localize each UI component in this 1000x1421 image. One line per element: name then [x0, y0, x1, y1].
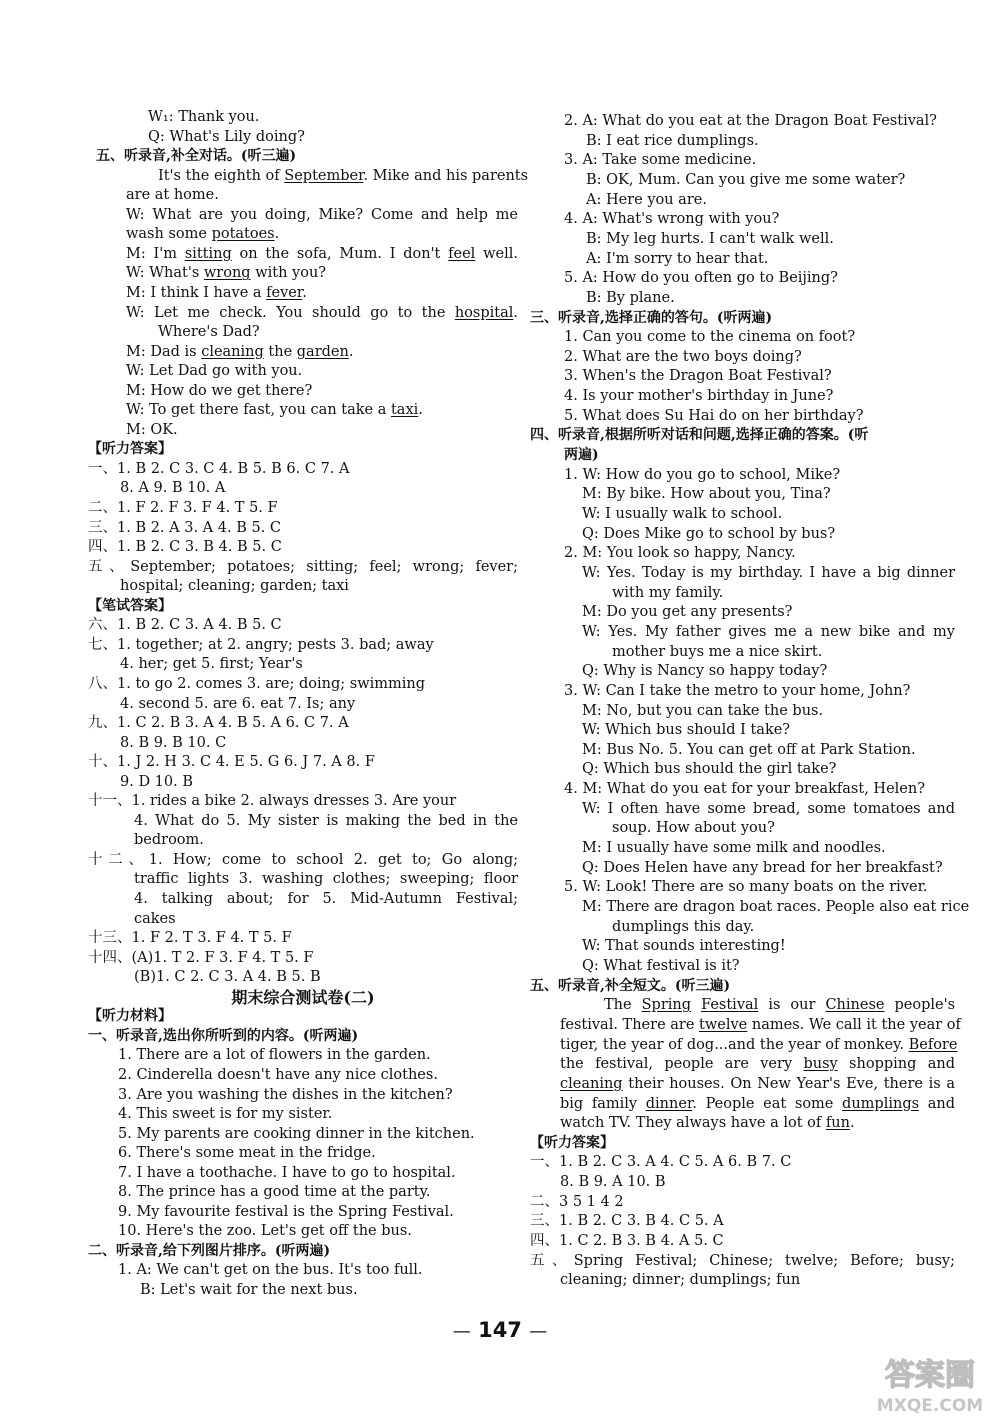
watermark-logo: [866, 1349, 994, 1419]
right-line: 一、1. B 2. C 3. A 4. C 5. A 6. B 7. C: [530, 1154, 792, 1171]
right-line: 2. M: You look so happy, Nancy.: [564, 545, 796, 562]
left-line: 6. There's some meat in the fridge.: [118, 1145, 376, 1162]
right-line: watch TV. They always have a lot of fun.: [560, 1115, 855, 1132]
right-line: 四、听录音,根据所听对话和问题,选择正确的答案。(听: [530, 427, 869, 444]
left-line: 十三、1. F 2. T 3. F 4. T 5. F: [88, 930, 292, 947]
answer-blank: September: [284, 167, 364, 184]
right-line: Q: Does Mike go to school by bus?: [582, 525, 836, 542]
answer-blank: garden: [296, 343, 349, 360]
left-line: traffic lights 3. washing clothes; sweeping; floor: [134, 871, 518, 888]
right-line: W: Yes. My father gives me a new bike and my: [582, 623, 955, 640]
left-line: 八、1. to go 2. comes 3. are; doing; swimming: [88, 675, 426, 692]
right-line: 三、1. B 2. C 3. B 4. C 5. A: [530, 1213, 724, 1230]
right-line: Q: Which bus should the girl take?: [582, 761, 837, 778]
right-line: cleaning their houses. On New Year's Eve, there is a: [560, 1075, 955, 1092]
left-line: 【听力答案】: [88, 441, 172, 458]
answer-blank: cleaning: [560, 1075, 623, 1092]
right-line: W: Yes. Today is my birthday. I have a big dinner: [582, 564, 955, 581]
right-line: 【听力答案】: [530, 1134, 614, 1151]
left-line: 1. There are a lot of flowers in the garden.: [118, 1047, 431, 1064]
left-line: M: I'm sitting on the sofa, Mum. I don't feel well.: [126, 245, 518, 262]
right-line: 3. A: Take some medicine.: [564, 152, 757, 169]
left-line: 二、1. F 2. F 3. F 4. T 5. F: [88, 500, 278, 516]
right-line: M: There are dragon boat races. People also eat rice: [582, 899, 970, 915]
left-line: 十四、(A)1. T 2. F 3. F 4. T 5. F: [88, 949, 314, 966]
left-line: 十一、1. rides a bike 2. always dresses 3. Are your: [88, 793, 457, 810]
right-line: soup. How about you?: [612, 820, 775, 837]
answer-blank: sitting: [184, 245, 232, 262]
left-line: 8. The prince has a good time at the party.: [118, 1184, 431, 1201]
left-line: Q: What's Lily doing?: [148, 128, 305, 145]
left-line: 九、1. C 2. B 3. A 4. B 5. A 6. C 7. A: [88, 715, 349, 732]
left-line: 8. B 9. B 10. C: [120, 734, 227, 751]
right-line: 4. Is your mother's birthday in June?: [564, 388, 834, 405]
right-line: 5. What does Su Hai do on her birthday?: [564, 407, 864, 424]
left-line: M: I think I have a fever.: [126, 284, 307, 301]
right-line: 四、1. C 2. B 3. B 4. A 5. C: [530, 1233, 724, 1250]
left-line: W: What's wrong with you?: [126, 265, 327, 282]
left-line: 六、1. B 2. C 3. A 4. B 5. C: [88, 617, 282, 634]
answer-blank: busy: [803, 1056, 838, 1073]
left-line: W₁: Thank you.: [148, 109, 260, 125]
watermark-title: 答案圈: [885, 1358, 975, 1393]
left-line: 十、1. J 2. H 3. C 4. E 5. G 6. J 7. A 8. F: [88, 754, 375, 771]
left-line: 一、听录音,选出你所听到的内容。(听两遍): [88, 1027, 359, 1044]
right-line: Q: Why is Nancy so happy today?: [582, 663, 828, 680]
right-line: 五、Spring Festival; Chinese; twelve; Before; busy;: [530, 1252, 955, 1269]
answer-blank: fun: [825, 1115, 850, 1132]
right-line: 二、3 5 1 4 2: [530, 1193, 624, 1210]
left-line: 4. This sweet is for my sister.: [118, 1106, 333, 1123]
right-line: B: My leg hurts. I can't walk well.: [586, 230, 834, 247]
right-line: tiger, the year of dog...and the year of monkey. Before: [560, 1036, 958, 1053]
left-line: 4. talking about; for 5. Mid-Autumn Festival;: [134, 891, 518, 907]
right-line: 5. W: Look! There are so many boats on the river.: [564, 879, 928, 896]
right-line: The Spring Festival is our Chinese people's: [604, 997, 956, 1014]
left-line: 2. Cinderella doesn't have any nice clothes.: [118, 1066, 438, 1083]
left-line: M: OK.: [126, 421, 178, 438]
left-line: It's the eighth of September. Mike and his parents: [158, 167, 529, 184]
left-line: hospital; cleaning; garden; taxi: [120, 578, 349, 595]
left-line: 五、September; potatoes; sitting; feel; wrong; fever;: [88, 558, 518, 575]
answer-blank: fever: [266, 284, 303, 301]
right-line: festival. There are twelve names. We call it the year of: [560, 1016, 961, 1033]
answer-blank: potatoes: [211, 226, 275, 243]
answer-blank: hospital: [454, 304, 514, 321]
right-line: 3. When's the Dragon Boat Festival?: [564, 368, 832, 385]
right-line: M: Bus No. 5. You can get off at Park Station.: [582, 741, 916, 758]
left-line: W: Let Dad go with you.: [126, 363, 303, 380]
right-line: W: That sounds interesting!: [582, 938, 786, 955]
right-line: M: By bike. How about you, Tina?: [582, 486, 831, 503]
right-line: 4. A: What's wrong with you?: [564, 211, 780, 228]
right-line: Q: What festival is it?: [582, 957, 740, 974]
left-line: 七、1. together; at 2. angry; pests 3. bad; away: [88, 636, 434, 653]
right-line: B: By plane.: [586, 289, 675, 306]
left-line: 二、听录音,给下列图片排序。(听两遍): [88, 1242, 331, 1259]
left-line: W: To get there fast, you can take a taxi.: [126, 402, 423, 419]
answer-blank: twelve: [699, 1016, 748, 1033]
right-line: B: I eat rice dumplings.: [586, 132, 759, 149]
left-line: 10. Here's the zoo. Let's get off the bus.: [118, 1223, 412, 1240]
left-line: 期末综合测试卷(二): [231, 987, 375, 1007]
left-line: wash some potatoes.: [126, 226, 280, 243]
left-line: 9. D 10. B: [120, 773, 194, 790]
left-line: 三、1. B 2. A 3. A 4. B 5. C: [88, 519, 282, 536]
right-line: 1. Can you come to the cinema on foot?: [564, 329, 856, 346]
right-line: 5. A: How do you often go to Beijing?: [564, 270, 838, 287]
right-line: 3. W: Can I take the metro to your home, John?: [564, 682, 911, 699]
right-line: M: I usually have some milk and noodles.: [582, 840, 886, 857]
answer-blank: Chinese: [825, 997, 885, 1014]
right-line: 三、听录音,选择正确的答句。(听两遍): [530, 309, 773, 326]
right-line: A: Here you are.: [586, 191, 707, 208]
right-line: mother buys me a nice skirt.: [612, 643, 823, 660]
left-line: 4. What do 5. My sister is making the bed in the: [134, 812, 518, 829]
answer-blank: dumplings: [842, 1095, 920, 1112]
left-line: 五、听录音,补全对话。(听三遍): [96, 148, 297, 165]
right-line: cleaning; dinner; dumplings; fun: [560, 1272, 801, 1289]
left-line: B: Let's wait for the next bus.: [140, 1282, 358, 1298]
left-line: (B)1. C 2. C 3. A 4. B 5. B: [134, 969, 321, 986]
right-line: the festival, people are very busy shopping and: [560, 1056, 955, 1073]
left-line: 7. I have a toothache. I have to go to hospital.: [118, 1164, 456, 1181]
left-line: are at home.: [126, 187, 219, 204]
left-line: 3. Are you washing the dishes in the kitchen?: [118, 1086, 453, 1103]
left-line: 【笔试答案】: [88, 597, 172, 614]
answer-blank: taxi: [390, 402, 419, 419]
right-line: W: I usually walk to school.: [582, 506, 783, 522]
answer-blank: Spring: [641, 997, 692, 1014]
right-line: 2. A: What do you eat at the Dragon Boat Festival?: [564, 113, 937, 129]
left-line: 5. My parents are cooking dinner in the kitchen.: [118, 1125, 475, 1142]
watermark-url: MXQE.COM: [876, 1396, 984, 1416]
left-line: 十二、1. How; come to school 2. get to; Go along;: [88, 851, 518, 868]
left-line: 1. A: We can't get on the bus. It's too full.: [118, 1262, 423, 1279]
left-line: 四、1. B 2. C 3. B 4. B 5. C: [88, 539, 282, 556]
left-line: 4. second 5. are 6. eat 7. Is; any: [120, 695, 356, 712]
left-line: Where's Dad?: [158, 324, 260, 341]
left-line: W: What are you doing, Mike? Come and help me: [126, 206, 518, 223]
left-line: bedroom.: [134, 832, 204, 849]
right-line: B: OK, Mum. Can you give me some water?: [586, 171, 906, 188]
answer-blank: cleaning: [201, 343, 264, 360]
right-line: dumplings this day.: [612, 918, 755, 935]
left-line: 【听力材料】: [88, 1008, 172, 1025]
left-line: 一、1. B 2. C 3. C 4. B 5. B 6. C 7. A: [88, 460, 350, 477]
answer-blank: feel: [448, 245, 476, 262]
right-line: A: I'm sorry to hear that.: [586, 250, 769, 267]
right-line: 2. What are the two boys doing?: [564, 348, 802, 365]
right-line: 五、听录音,补全短文。(听三遍): [530, 977, 731, 994]
right-line: 两遍): [564, 447, 599, 464]
left-line: W: Let me check. You should go to the hospital.: [126, 304, 518, 321]
answer-blank: Festival: [701, 997, 759, 1014]
right-line: 1. W: How do you go to school, Mike?: [564, 466, 841, 483]
left-line: 8. A 9. B 10. A: [120, 480, 226, 497]
right-line: W: I often have some bread, some tomatoes and: [582, 800, 955, 817]
right-line: with my family.: [612, 584, 724, 601]
right-line: M: Do you get any presents?: [582, 604, 793, 621]
right-line: 4. M: What do you eat for your breakfast, Helen?: [564, 781, 925, 798]
answer-blank: Before: [908, 1036, 958, 1053]
page-number-dash-left: —: [452, 1321, 471, 1342]
page-number: [440, 1318, 560, 1342]
answer-blank: wrong: [203, 265, 251, 282]
right-line: 8. B 9. A 10. B: [560, 1174, 666, 1191]
right-line: Q: Does Helen have any bread for her breakfast?: [582, 859, 943, 876]
right-line: M: No, but you can take the bus.: [582, 702, 824, 719]
left-line: 9. My favourite festival is the Spring Festival.: [118, 1203, 454, 1220]
right-line: W: Which bus should I take?: [582, 722, 791, 739]
answer-blank: dinner: [645, 1095, 693, 1112]
left-line: M: Dad is cleaning the garden.: [126, 343, 354, 360]
left-line: cakes: [134, 910, 176, 927]
page-number-dash-right: —: [529, 1321, 548, 1342]
left-line: 4. her; get 5. first; Year's: [120, 656, 303, 673]
page-number-value: 147: [478, 1318, 522, 1342]
left-line: M: How do we get there?: [126, 382, 313, 399]
right-line: big family dinner. People eat some dumplings and: [560, 1095, 955, 1112]
